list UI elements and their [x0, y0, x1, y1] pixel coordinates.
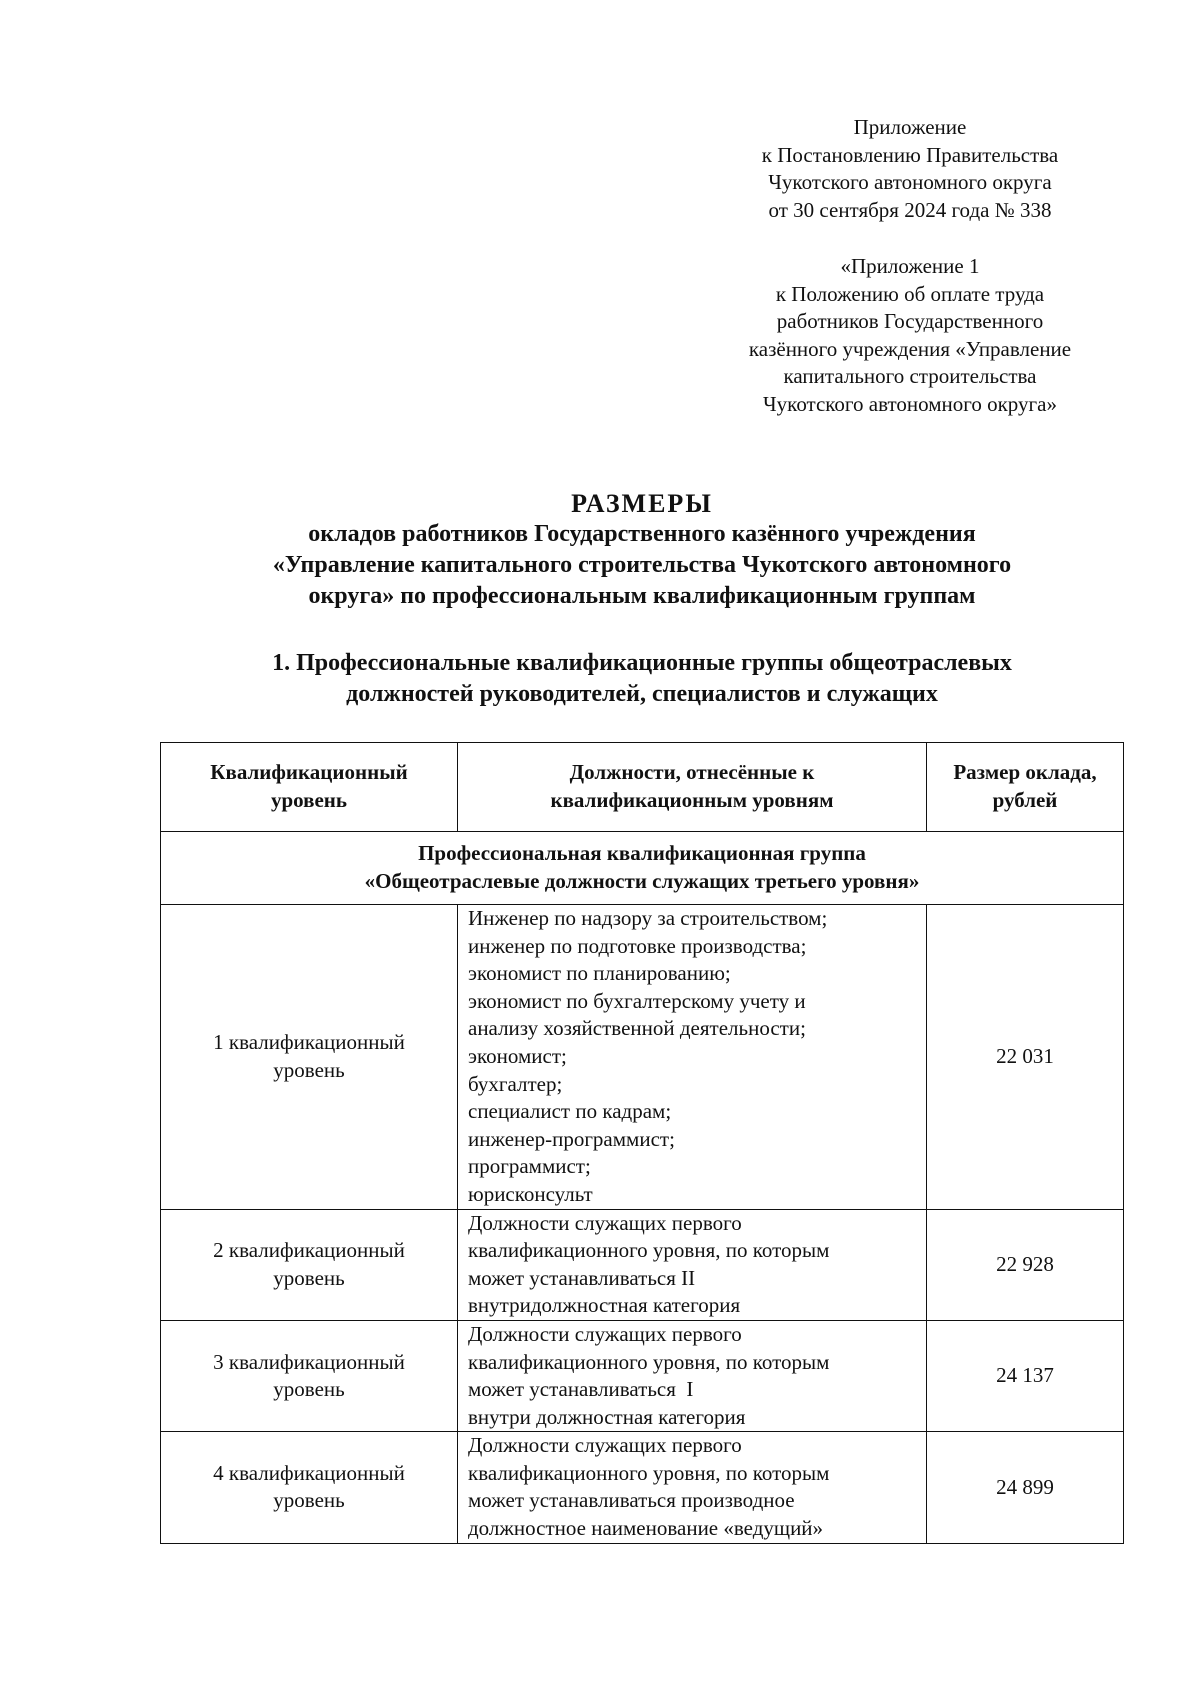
document-title-line: «Управление капитального строительства Чукотского автономного	[272, 552, 1012, 578]
appendix-header-line: Чукотского автономного округа	[768, 170, 1052, 195]
positions-cell: Должности служащих первого квалификационного уровня, по которым может устанавливаться производное должностное наименование «ведущий»	[458, 1432, 927, 1543]
table-header-row	[161, 743, 1124, 832]
appendix-reference-line: казённого учреждения «Управление	[748, 336, 1072, 361]
header-level: Квалификационный уровень	[161, 743, 458, 832]
salary-cell: 24 137	[927, 1320, 1124, 1431]
appendix-reference-line: капитального строительства	[783, 364, 1037, 389]
header-positions: Должности, отнесённые к квалификационным уровням	[458, 743, 927, 832]
appendix-header-line: к Постановлению Правительства	[761, 142, 1059, 167]
document-title	[160, 488, 1124, 612]
section-heading-line: должностей руководителей, специалистов и служащих	[346, 681, 938, 707]
salary-cell: 22 031	[927, 905, 1124, 1210]
table-row	[161, 1432, 1124, 1543]
salary-table	[160, 742, 1124, 1544]
appendix-reference-line: Чукотского автономного округа»	[763, 391, 1057, 416]
appendix-header-line: Приложение	[853, 115, 967, 139]
appendix-reference-line: «Приложение 1	[840, 254, 980, 278]
salary-cell: 24 899	[927, 1432, 1124, 1543]
positions-cell: Инженер по надзору за строительством; инженер по подготовке производства; экономист по планированию; экономист по бухгалтерскому учету и анализу хозяйственной деятельности; экономист; бухгалтер; специалист по кадрам; инженер-программист; программист; юрисконсульт	[458, 905, 927, 1210]
group-heading: Профессиональная квалификационная группа «Общеотраслевые должности служащих третьего уровня»	[161, 832, 1124, 905]
appendix-header	[700, 114, 1120, 224]
document-title-line: округа» по профессиональным квалификационным группам	[308, 583, 976, 609]
salary-cell: 22 928	[927, 1209, 1124, 1320]
appendix-header-line: от 30 сентября 2024 года № 338	[768, 197, 1052, 222]
level-cell: 4 квалификационный уровень	[161, 1432, 458, 1543]
positions-cell: Должности служащих первого квалификационного уровня, по которым может устанавливаться II внутридолжностная категория	[458, 1209, 927, 1320]
level-cell: 2 квалификационный уровень	[161, 1209, 458, 1320]
document-title-line: окладов работников Государственного казённого учреждения	[308, 521, 976, 547]
group-row	[161, 832, 1124, 905]
level-cell: 1 квалификационный уровень	[161, 905, 458, 1210]
table-row	[161, 1209, 1124, 1320]
appendix-reference-line: к Положению об оплате труда	[775, 281, 1045, 306]
appendix-reference-line: работников Государственного	[776, 309, 1044, 334]
section-heading	[160, 648, 1124, 710]
level-cell: 3 квалификационный уровень	[161, 1320, 458, 1431]
header-salary: Размер оклада, рублей	[927, 743, 1124, 832]
table-row	[161, 905, 1124, 1210]
table-row	[161, 1320, 1124, 1431]
section-heading-line: 1. Профессиональные квалификационные группы общеотраслевых	[272, 650, 1012, 676]
positions-cell: Должности служащих первого квалификационного уровня, по которым может устанавливаться I внутри должностная категория	[458, 1320, 927, 1431]
appendix-reference	[700, 253, 1120, 419]
document-title-main: РАЗМЕРЫ	[571, 489, 713, 518]
